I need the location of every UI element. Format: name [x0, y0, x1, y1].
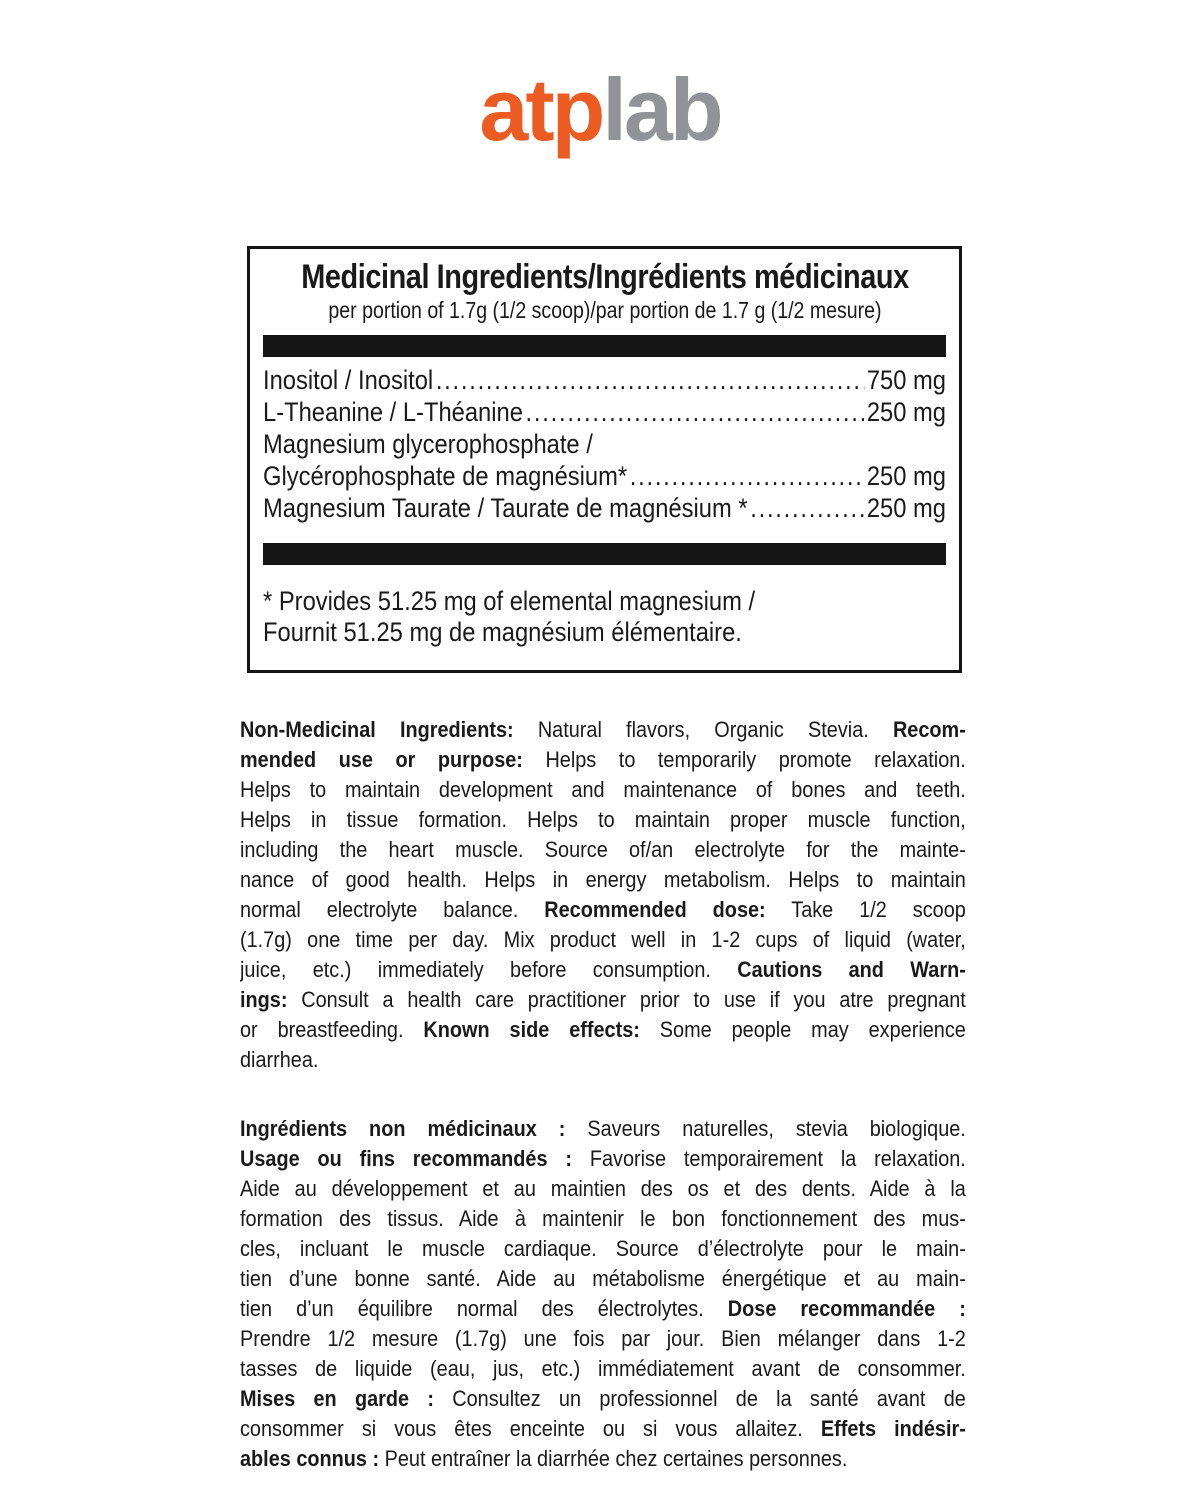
ingredient-name: L-Theanine / L-Théanine: [263, 397, 523, 427]
text-segment: tien d’une bonne santé. Aide au métabolisme énergétique et au main-: [240, 1266, 966, 1291]
ingredient-name: Magnesium glycerophosphate /: [263, 429, 593, 459]
elemental-magnesium-footnote: [263, 586, 946, 648]
paragraph-line: [240, 1015, 966, 1045]
text-segment: consommer si vous êtes enceinte ou si vous allaitez.: [240, 1416, 821, 1441]
bold-text-segment: Ingrédients non médicinaux :: [240, 1116, 566, 1141]
paragraph-line: [240, 1264, 966, 1294]
english-paragraph: [240, 715, 966, 1075]
bold-text-segment: Effets indésir-: [820, 1416, 966, 1441]
ingredient-row: [263, 460, 946, 492]
dot-leader: [526, 396, 865, 428]
panel-header: [252, 259, 958, 324]
logo-lab-text: lab: [602, 60, 721, 159]
text-segment: Favorise temporairement la relaxation.: [571, 1146, 966, 1171]
paragraph-line: [240, 865, 966, 895]
paragraph-line: [240, 1234, 966, 1264]
text-segment: diarrhea.: [240, 1047, 319, 1072]
text-segment: (1.7g) one time per day. Mix product well in 1-2 cups of liquid (water,: [240, 927, 966, 952]
text-segment: including the heart muscle. Source of/an electrolyte for the mainte-: [240, 837, 966, 862]
ingredient-amount: 250 mg: [866, 397, 946, 427]
paragraph-line: [240, 1324, 966, 1354]
paragraph-line: [240, 925, 966, 955]
paragraph-line: [240, 715, 966, 745]
ingredient-amount: 250 mg: [866, 493, 946, 523]
bold-text-segment: Non-Medicinal Ingredients:: [240, 717, 514, 742]
divider-bar-top: [263, 335, 946, 357]
paragraph-line: [240, 1204, 966, 1234]
paragraph-line: [240, 1144, 966, 1174]
paragraph-line: [240, 1294, 966, 1324]
ingredient-name: Inositol / Inositol: [263, 365, 434, 395]
paragraph-line: [240, 1414, 966, 1444]
text-segment: or breastfeeding.: [240, 1017, 424, 1042]
paragraph-line: [240, 955, 966, 985]
divider-bar-bottom: [263, 543, 946, 565]
text-segment: Natural flavors, Organic Stevia.: [513, 717, 893, 742]
brand-logo: [0, 0, 1200, 158]
paragraph-line: [240, 775, 966, 805]
ingredient-amount: 250 mg: [866, 461, 946, 491]
text-segment: Helps in tissue formation. Helps to maintain proper muscle function,: [240, 807, 966, 832]
bold-text-segment: Cautions and Warn-: [737, 957, 966, 982]
paragraph-line: [240, 745, 966, 775]
ingredients-list: [263, 364, 946, 524]
bold-text-segment: Mises en garde :: [240, 1386, 434, 1411]
text-segment: Take 1/2 scoop: [765, 897, 966, 922]
text-segment: Consultez un professionnel de la santé avant de: [433, 1386, 966, 1411]
ingredient-amount: 750 mg: [866, 365, 946, 395]
paragraph-line: [240, 985, 966, 1015]
bold-text-segment: Known side effects:: [423, 1017, 640, 1042]
logo-atp-text: atp: [479, 60, 603, 159]
dot-leader: [436, 364, 864, 396]
bold-text-segment: Usage ou fins recommandés :: [240, 1146, 572, 1171]
paragraph-line: [240, 1114, 966, 1144]
dot-leader: [630, 460, 864, 492]
panel-title: Medicinal Ingredients/Ingrédients médicinaux: [300, 258, 909, 296]
paragraph-line: [240, 1384, 966, 1414]
french-paragraph: [240, 1114, 966, 1474]
bold-text-segment: mended use or purpose:: [240, 747, 523, 772]
text-segment: tien d’un équilibre normal des électrolytes.: [240, 1296, 728, 1321]
text-segment: Consult a health care practitioner prior to use if you atre pregnant: [287, 987, 966, 1012]
bold-text-segment: ables connus :: [240, 1446, 380, 1471]
text-segment: normal electrolyte balance.: [240, 897, 545, 922]
text-segment: Aide au développement et au maintien des os et des dents. Aide à la: [240, 1176, 966, 1201]
footnote-line: Fournit 51.25 mg de magnésium élémentaire.: [263, 617, 742, 647]
bold-text-segment: Dose recommandée :: [727, 1296, 966, 1321]
ingredient-row: [263, 396, 946, 428]
text-segment: Some people may experience: [639, 1017, 966, 1042]
footnote-line: * Provides 51.25 mg of elemental magnesium /: [263, 586, 756, 616]
ingredient-name: Glycérophosphate de magnésium*: [263, 461, 628, 491]
paragraph-line: [240, 805, 966, 835]
text-segment: Helps to temporarily promote relaxation.: [522, 747, 966, 772]
paragraph-line: [240, 1354, 966, 1384]
ingredient-name: Magnesium Taurate / Taurate de magnésium *: [263, 493, 748, 523]
bold-text-segment: Recommended dose:: [544, 897, 766, 922]
text-segment: juice, etc.) immediately before consumption.: [240, 957, 738, 982]
paragraph-line: [240, 835, 966, 865]
bold-text-segment: ings:: [240, 987, 288, 1012]
medicinal-ingredients-panel: [247, 246, 962, 673]
panel-subtitle: per portion of 1.7g (1/2 scoop)/par portion de 1.7 g (1/2 mesure): [327, 297, 882, 323]
paragraph-line: [240, 895, 966, 925]
text-segment: tasses de liquide (eau, jus, etc.) immédiatement avant de consommer.: [240, 1356, 966, 1381]
ingredient-row: [263, 364, 946, 396]
bold-text-segment: Recom-: [892, 717, 966, 742]
text-segment: Helps to maintain development and maintenance of bones and teeth.: [240, 777, 966, 802]
paragraph-line: [240, 1045, 966, 1075]
text-segment: Prendre 1/2 mesure (1.7g) une fois par jour. Bien mélanger dans 1-2: [240, 1326, 966, 1351]
paragraph-line: [240, 1444, 966, 1474]
dot-leader: [750, 492, 864, 524]
text-segment: cles, incluant le muscle cardiaque. Source d’électrolyte pour le main-: [240, 1236, 966, 1261]
text-segment: nance of good health. Helps in energy metabolism. Helps to maintain: [240, 867, 966, 892]
text-segment: formation des tissus. Aide à maintenir le bon fonctionnement des mus-: [240, 1206, 966, 1231]
paragraph-line: [240, 1174, 966, 1204]
text-segment: Saveurs naturelles, stevia biologique.: [565, 1116, 966, 1141]
ingredient-row: [263, 428, 946, 460]
text-segment: Peut entraîner la diarrhée chez certaines personnes.: [379, 1446, 848, 1471]
ingredient-row: [263, 492, 946, 524]
